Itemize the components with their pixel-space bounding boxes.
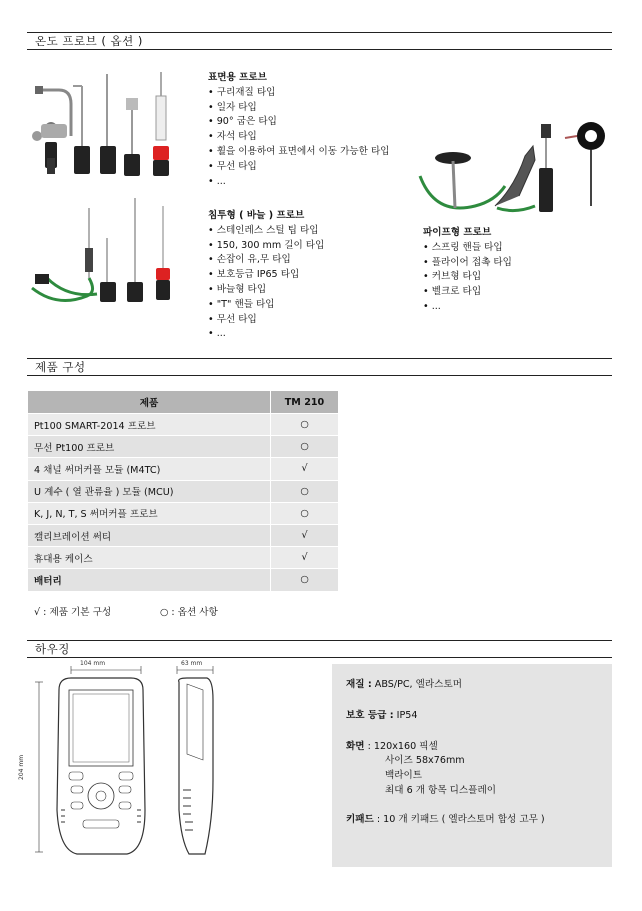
- product-cell: 무선 Pt100 프로브: [28, 436, 271, 458]
- list-item: • "T" 핸들 타입: [208, 298, 275, 310]
- screen-backlight: 백라이트: [385, 770, 423, 782]
- value-cell: ○: [271, 480, 339, 502]
- value-cell: √: [271, 524, 339, 546]
- value-cell: √: [271, 458, 339, 480]
- list-item: • 스프링 핸들 타입: [423, 241, 503, 253]
- table-row: [28, 436, 339, 458]
- material-label: 재질 :: [346, 679, 372, 690]
- product-cell: 캘리브레이션 써티: [28, 524, 271, 546]
- housing-section-title: 하우징: [27, 640, 612, 658]
- keypad-value: : 10 개 키패드 ( 엘라스토머 합성 고무 ): [373, 813, 545, 825]
- list-item: • 150, 300 mm 길이 타입: [208, 239, 325, 251]
- penetration-probes-heading: 침투형 ( 바늘 ) 프로브: [208, 210, 305, 221]
- list-item: • 90° 굽은 타입: [208, 116, 277, 128]
- table-row: [28, 414, 339, 436]
- product-cell: Pt100 SMART-2014 프로브: [28, 414, 271, 436]
- protection-label: 보호 등급 :: [346, 709, 394, 721]
- list-item: • ...: [208, 175, 226, 187]
- screen-resolution: : 120x160 픽셀: [364, 740, 438, 752]
- list-item: • 보호등급 IP65 타입: [208, 269, 300, 281]
- list-item: • 벨크로 타입: [423, 286, 482, 298]
- penetration-probes-image: [27, 198, 177, 308]
- list-item: • 스테인레스 스틸 팁 타입: [208, 224, 319, 236]
- table-header-row: [28, 391, 339, 414]
- list-item: • 무선 타입: [208, 160, 257, 172]
- table-row: [28, 458, 339, 480]
- config-table: [27, 390, 339, 592]
- value-cell: ○: [271, 414, 339, 436]
- spec-protection: [346, 709, 612, 724]
- pipe-probes-list: [423, 226, 512, 315]
- list-item: • 휠을 이용하여 표면에서 이동 가능한 타입: [208, 145, 390, 157]
- housing-drawing: [27, 660, 237, 865]
- surface-probes-heading: 표면용 프로브: [208, 72, 267, 83]
- list-item: • 바늘형 타입: [208, 283, 267, 295]
- screen-label: 화면: [346, 740, 365, 752]
- column-header-product: 제품: [28, 391, 271, 414]
- list-item: • ...: [423, 300, 441, 312]
- product-cell: 배터리: [28, 569, 271, 591]
- pipe-probes-heading: 파이프형 프로브: [423, 227, 492, 238]
- housing-spec-box: [332, 664, 612, 867]
- table-row: [28, 569, 339, 591]
- value-cell: ○: [271, 502, 339, 524]
- product-cell: K, J, N, T, S 써머커플 프로브: [28, 502, 271, 524]
- screen-max-items: 최대 6 개 항목 디스플레이: [385, 784, 496, 796]
- dim-depth-label: 63 mm: [181, 660, 203, 667]
- screen-size: 사이즈 58x76mm: [385, 755, 465, 767]
- list-item: • 커브형 타입: [423, 271, 482, 283]
- list-item: • 자석 타입: [208, 131, 257, 143]
- table-row: [28, 524, 339, 546]
- protection-value: IP54: [393, 709, 418, 721]
- list-item: • ...: [208, 328, 226, 340]
- probes-section-title: 온도 프로브 ( 옵션 ): [27, 32, 612, 50]
- value-cell: ○: [271, 436, 339, 458]
- list-item: • 무선 타입: [208, 313, 257, 325]
- spec-material: [346, 678, 612, 693]
- list-item: • 구리재질 타입: [208, 86, 276, 98]
- legend-standard: √ : 제품 기본 구성: [34, 607, 112, 618]
- product-cell: U 계수 ( 열 관류율 ) 모듈 (MCU): [28, 480, 271, 502]
- value-cell: ○: [271, 569, 339, 591]
- list-item: • 일자 타입: [208, 101, 257, 113]
- table-row: [28, 480, 339, 502]
- table-row: [28, 547, 339, 569]
- dim-height-label: 204 mm: [18, 754, 25, 780]
- column-header-model: TM 210: [271, 391, 339, 414]
- penetration-probes-list: [208, 209, 324, 342]
- legend-option: ○ : 옵션 사항: [160, 607, 218, 618]
- pipe-probes-image: [415, 116, 612, 216]
- value-cell: √: [271, 547, 339, 569]
- spec-keypad: [346, 813, 612, 828]
- surface-probes-image: [27, 66, 177, 186]
- list-item: • 손잡이 유,무 타입: [208, 254, 291, 266]
- product-cell: 4 채널 써머커플 모듈 (M4TC): [28, 458, 271, 480]
- dim-width-label: 104 mm: [80, 660, 106, 667]
- list-item: • 플라이어 접촉 타입: [423, 256, 512, 268]
- product-cell: 휴대용 케이스: [28, 547, 271, 569]
- keypad-label: 키패드: [346, 813, 374, 825]
- surface-probes-list: [208, 71, 390, 189]
- spec-screen: [346, 740, 612, 799]
- config-section-title: 제품 구성: [27, 358, 612, 376]
- table-row: [28, 502, 339, 524]
- material-value: ABS/PC, 엘라스토머: [371, 679, 462, 690]
